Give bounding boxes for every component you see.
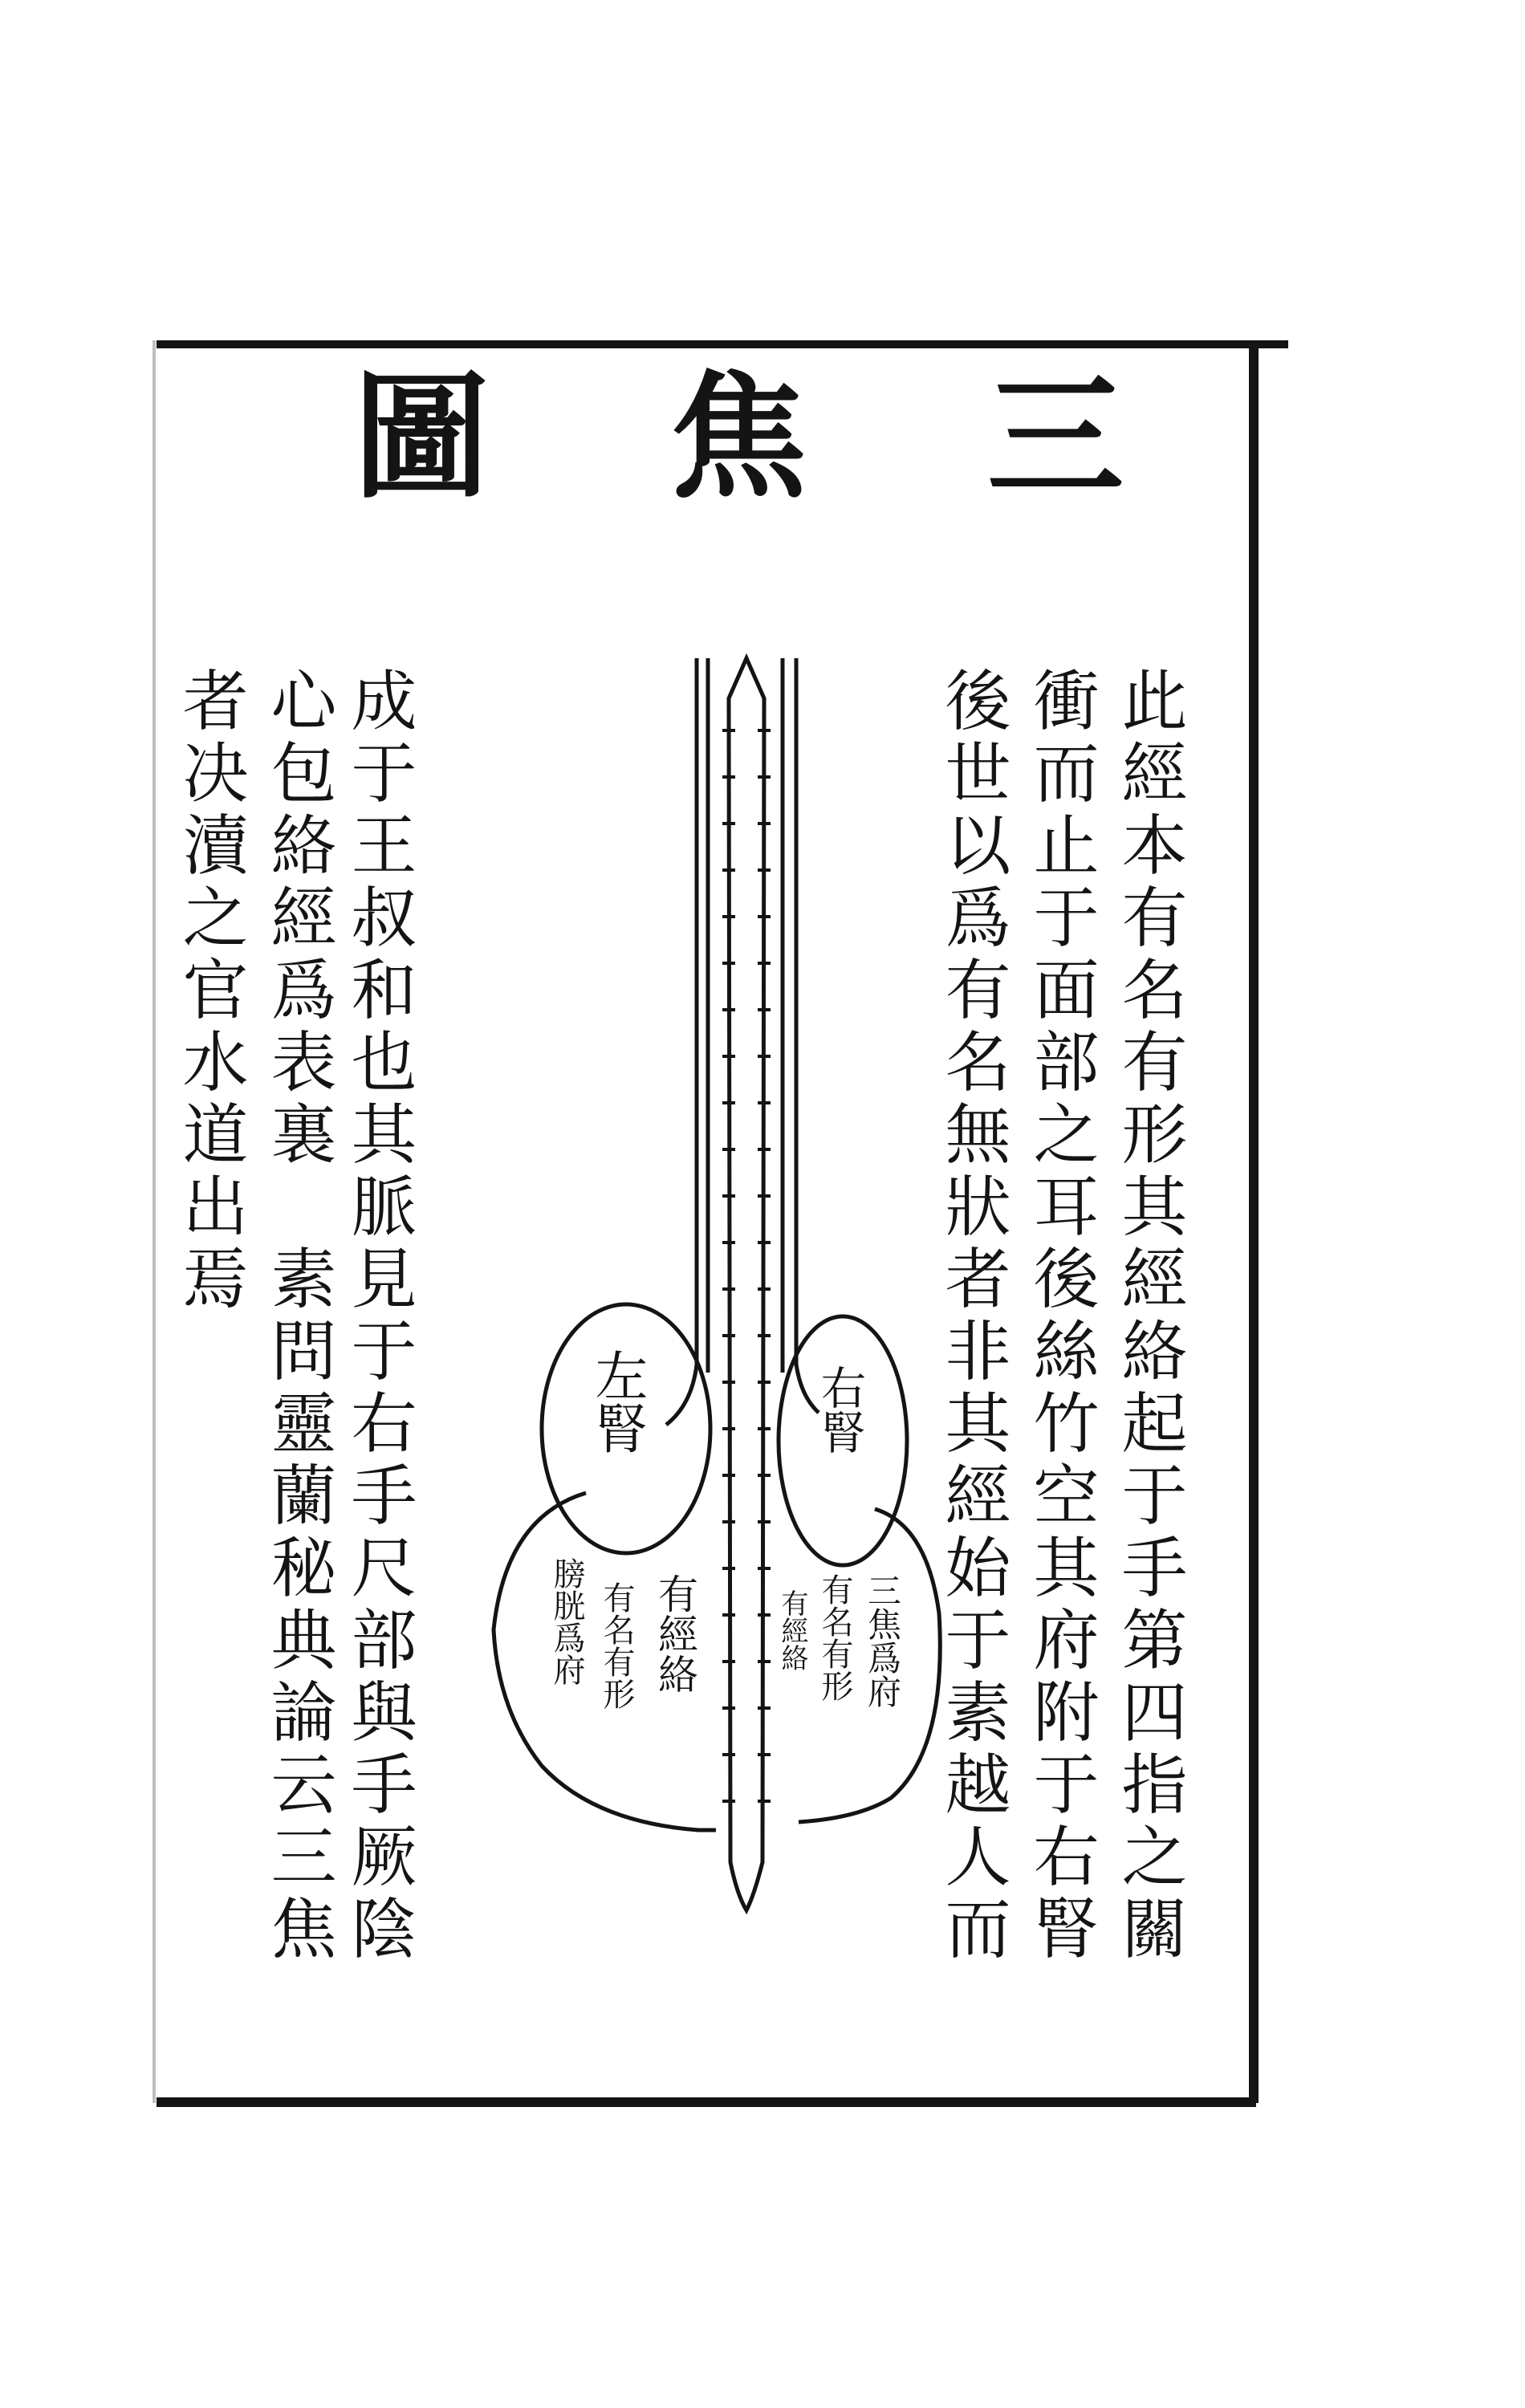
- text-column-left-2: 心包絡經爲表裏 素問靈蘭秘典論云三焦: [260, 666, 336, 1967]
- spine-column: [729, 658, 764, 1910]
- right-note-2-label: 有名有形: [816, 1573, 853, 1702]
- diagram-drawing: [482, 642, 963, 1942]
- bladder-label: 膀胱爲府: [548, 1557, 585, 1686]
- title-char: 圖: [353, 357, 490, 518]
- title-char: 三: [986, 357, 1124, 518]
- vessel-line-right-outer: [796, 658, 819, 1413]
- frame-right-border: [1249, 342, 1259, 2103]
- left-kidney-label: 左腎: [586, 1348, 648, 1454]
- center-note-label: 有經絡: [652, 1573, 698, 1694]
- text-column-right-2: 衝而止于面部之耳後絲竹空其府附于右腎: [1023, 666, 1099, 1967]
- text-column-left-1: 成于王叔和也其脈見于右手尺部與手厥陰: [340, 666, 417, 1967]
- sanjiao-note-label: 三焦爲府: [863, 1573, 902, 1708]
- bladder-note-label: 有名有形: [598, 1581, 635, 1710]
- right-note-1-label: 有經絡: [776, 1589, 808, 1671]
- text-column-left-3: 者决瀆之官水道出焉: [172, 666, 248, 1316]
- frame-bottom-border: [157, 2097, 1256, 2107]
- text-column-right-1: 此經本有名有形其經絡起于手第四指之關: [1111, 666, 1187, 1967]
- page-margin-shadow: [152, 340, 156, 2103]
- frame-top-border: [157, 340, 1288, 348]
- vessel-line-left-outer: [666, 658, 697, 1425]
- text-column-right-3: 後世以爲有名無狀者非其經始于素越人而: [934, 666, 1011, 1967]
- page-title: [353, 357, 1124, 518]
- right-kidney-label: 右腎: [814, 1365, 866, 1454]
- title-char: 焦: [669, 357, 807, 518]
- sanjiao-diagram: [482, 642, 963, 1942]
